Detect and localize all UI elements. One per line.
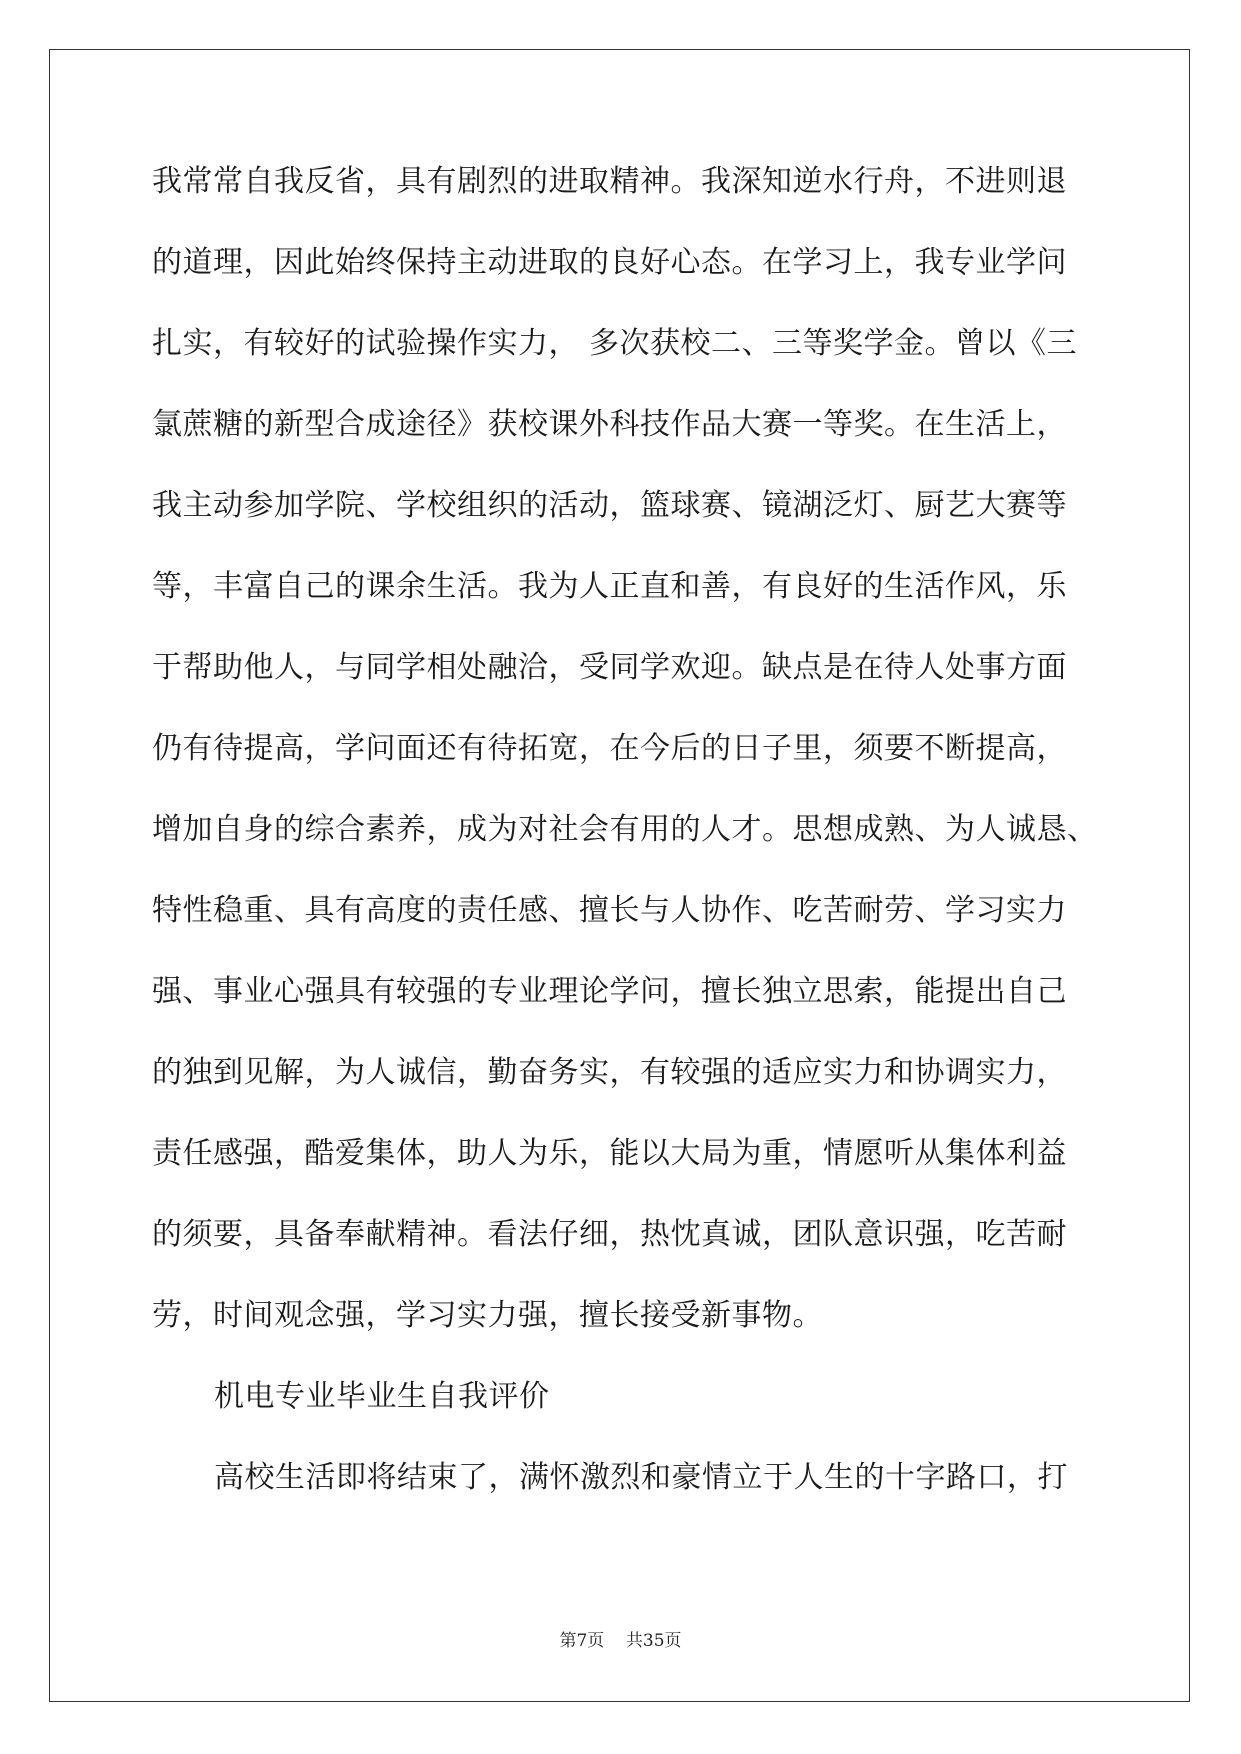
text-line: 我常常自我反省，具有剧烈的进取精神。我深知逆水行舟，不进则退 bbox=[152, 164, 1067, 199]
page-footer bbox=[0, 1631, 1241, 1651]
text-line: 的须要，具备奉献精神。看法仔细，热忱真诚，团队意识强，吃苦耐 bbox=[152, 1217, 1067, 1252]
text-line: 的独到见解，为人诚信，勤奋务实，有较强的适应实力和协调实力， bbox=[152, 1055, 1067, 1090]
text-line: 高校生活即将结束了，满怀激烈和豪情立于人生的十字路口，打 bbox=[214, 1460, 1068, 1495]
text-line: 扎实，有较好的试验操作实力， 多次获校二、三等奖学金。曾以《三 bbox=[152, 326, 1078, 361]
text-line: 强、事业心强具有较强的专业理论学问，擅长独立思索，能提出自己 bbox=[152, 974, 1067, 1009]
text-line: 增加自身的综合素养，成为对社会有用的人才。思想成熟、为人诚恳、 bbox=[152, 812, 1098, 847]
text-line: 特性稳重、具有高度的责任感、擅长与人协作、吃苦耐劳、学习实力 bbox=[152, 893, 1067, 928]
page-number: 第7页 bbox=[559, 1631, 605, 1651]
text-line: 我主动参加学院、学校组织的活动，篮球赛、镜湖泛灯、厨艺大赛等 bbox=[152, 488, 1067, 523]
text-line: 等，丰富自己的课余生活。我为人正直和善，有良好的生活作风，乐 bbox=[152, 569, 1067, 604]
text-line: 责任感强，酷爱集体，助人为乐，能以大局为重，情愿听从集体利益 bbox=[152, 1136, 1067, 1171]
text-line: 的道理，因此始终保持主动进取的良好心态。在学习上，我专业学问 bbox=[152, 245, 1067, 280]
document-body bbox=[152, 162, 1112, 1539]
text-line: 仍有待提高，学问面还有待拓宽，在今后的日子里，须要不断提高， bbox=[152, 731, 1067, 766]
footer-separator bbox=[604, 1631, 626, 1651]
text-line: 机电专业毕业生自我评价 bbox=[214, 1379, 550, 1414]
text-line: 劳，时间观念强，学习实力强，擅长接受新事物。 bbox=[152, 1298, 823, 1333]
total-pages: 共35页 bbox=[625, 1631, 682, 1651]
text-line: 于帮助他人，与同学相处融洽，受同学欢迎。缺点是在待人处事方面 bbox=[152, 650, 1067, 685]
text-line: 氯蔗糖的新型合成途径》获校课外科技作品大赛一等奖。在生活上， bbox=[152, 407, 1067, 442]
